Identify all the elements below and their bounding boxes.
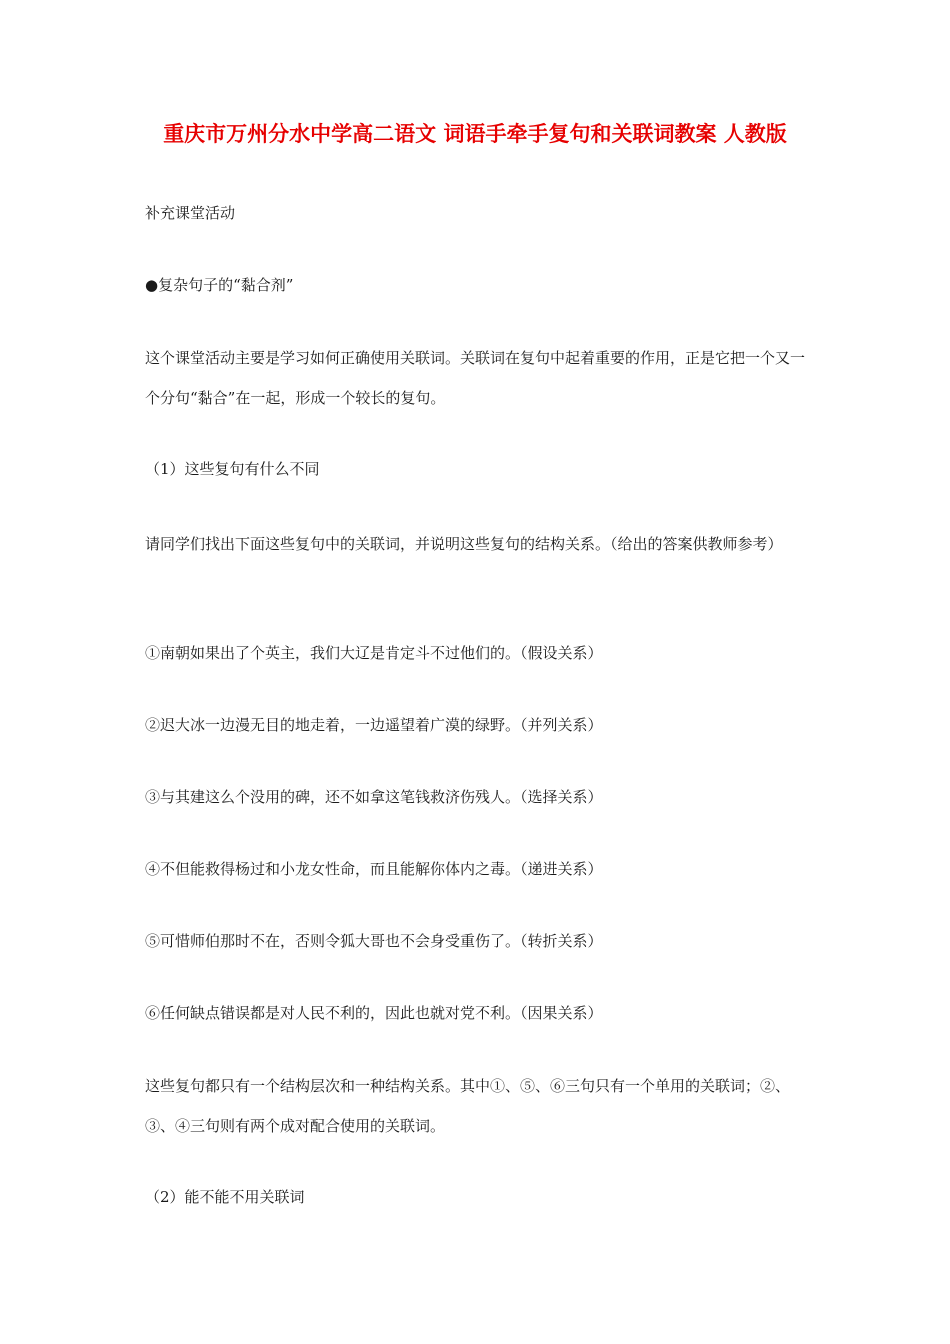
bullet-heading: ●复杂句子的“黏合剂” <box>145 276 294 294</box>
section1-heading: （1）这些复句有什么不同 <box>145 460 320 478</box>
instruction-paragraph: 请同学们找出下面这些复句中的关联词，并说明这些复句的结构关系。（给出的答案供教师参考） <box>145 535 783 553</box>
example-5: ⑤可惜师伯那时不在，否则令狐大哥也不会身受重伤了。（转折关系） <box>145 932 603 950</box>
example-6: ⑥任何缺点错误都是对人民不利的，因此也就对党不利。（因果关系） <box>145 1004 603 1022</box>
document-title: 重庆市万州分水中学高二语文 词语手牵手复句和关联词教案 人教版 <box>163 122 787 146</box>
section2-heading: （2）能不能不用关联词 <box>145 1188 305 1206</box>
summary-paragraph: 这些复句都只有一个结构层次和一种结构关系。其中①、⑤、⑥三句只有一个单用的关联词；②、③、④三句则有两个成对配合使用的关联词。 <box>145 1077 791 1135</box>
intro-paragraph: 这个课堂活动主要是学习如何正确使用关联词。关联词在复句中起着重要的作用，正是它把一个又一个分句“黏合”在一起，形成一个较长的复句。 <box>145 349 806 407</box>
example-1: ①南朝如果出了个英主，我们大辽是肯定斗不过他们的。（假设关系） <box>145 644 603 662</box>
example-2: ②迟大冰一边漫无目的地走着，一边遥望着广漠的绿野。（并列关系） <box>145 716 603 734</box>
example-3: ③与其建这么个没用的碑，还不如拿这笔钱救济伤残人。（选择关系） <box>145 788 603 806</box>
example-4: ④不但能救得杨过和小龙女性命，而且能解你体内之毒。（递进关系） <box>145 860 603 878</box>
activity-heading: 补充课堂活动 <box>145 204 236 222</box>
